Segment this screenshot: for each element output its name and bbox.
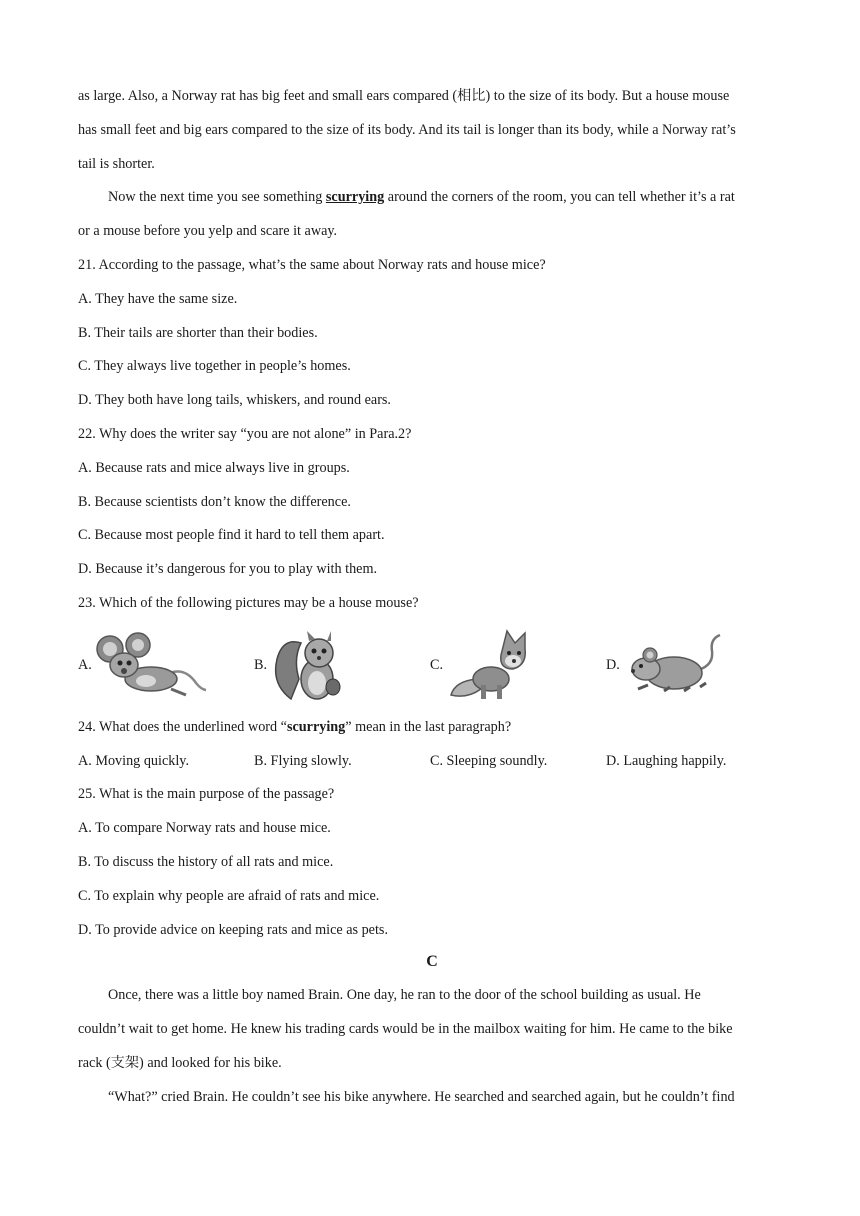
question-21-stem: 21. According to the passage, what’s the same about Norway rats and house mice? [78, 256, 546, 273]
bold-word: scurrying [286, 718, 346, 735]
exam-page [78, 80, 786, 1115]
q23-option-a: A. [78, 621, 206, 711]
q21-option-a: A. They have the same size. [78, 290, 238, 307]
q22-option-c: C. Because most people find it hard to tell them apart. [78, 527, 385, 544]
passage-line: has small feet and big ears compared to the size of its body. And its tail is longer than its body, while a Norway rat’s [78, 121, 736, 138]
q25-option-b: B. To discuss the history of all rats and mice. [78, 853, 334, 870]
passage-line: as large. Also, a Norway rat has big feet and small ears compared (相比) to the size of its body. But a house mouse [78, 88, 730, 104]
q21-option-c: C. They always live together in people’s homes. [78, 358, 351, 375]
q24-option-a: A. Moving quickly. [78, 752, 189, 769]
q24-option-c: C. Sleeping soundly. [430, 752, 548, 769]
q25-option-a: A. To compare Norway rats and house mice. [78, 820, 331, 837]
q23-option-c: C. [430, 621, 537, 711]
q22-option-a: A. Because rats and mice always live in groups. [78, 459, 350, 476]
passage-line: tail is shorter. [78, 155, 155, 172]
q23-option-b: B. [254, 621, 351, 711]
q24-option-d: D. Laughing happily. [606, 752, 727, 769]
squirrel-icon [271, 629, 351, 703]
q21-option-d: D. They both have long tails, whiskers, and round ears. [78, 392, 391, 409]
question-23-stem: 23. Which of the following pictures may be a house mouse? [78, 594, 419, 611]
q22-option-b: B. Because scientists don’t know the difference. [78, 493, 351, 510]
question-24-stem: 24. What does the underlined word “scurrying” mean in the last paragraph? [78, 718, 512, 735]
q23-picture-options [78, 621, 786, 711]
q22-option-d: D. Because it’s dangerous for you to play with them. [78, 561, 378, 578]
underlined-word: scurrying [325, 189, 385, 206]
passage-c-line: “What?” cried Brain. He couldn’t see his bike anywhere. He searched and searched again, but he couldn’t find [108, 1088, 735, 1105]
question-22-stem: 22. Why does the writer say “you are not alone” in Para.2? [78, 425, 412, 442]
q24-options [78, 745, 786, 779]
section-heading: C [426, 953, 438, 971]
question-25-stem: 25. What is the main purpose of the passage? [78, 786, 335, 803]
cartoon-mouse-icon [96, 631, 206, 701]
passage-c-line: rack (支架) and looked for his bike. [78, 1054, 282, 1071]
passage-c-line: Once, there was a little boy named Brain. One day, he ran to the door of the school building as usual. He [108, 987, 701, 1004]
fox-icon [447, 629, 537, 703]
passage-c-line: couldn’t wait to get home. He knew his trading cards would be in the mailbox waiting for him. He came to the bike [78, 1021, 733, 1038]
passage-paragraph-last: Now the next time you see something scurrying around the corners of the room, you can tell whether it’s a rat [108, 189, 735, 206]
q24-option-b: B. Flying slowly. [254, 752, 352, 769]
q21-option-b: B. Their tails are shorter than their bodies. [78, 324, 318, 341]
passage-line: or a mouse before you yelp and scare it away. [78, 223, 338, 240]
q25-option-d: D. To provide advice on keeping rats and mice as pets. [78, 921, 388, 938]
q23-option-d: D. [606, 621, 724, 711]
q25-option-c: C. To explain why people are afraid of rats and mice. [78, 887, 380, 904]
mouse-icon [624, 631, 724, 701]
